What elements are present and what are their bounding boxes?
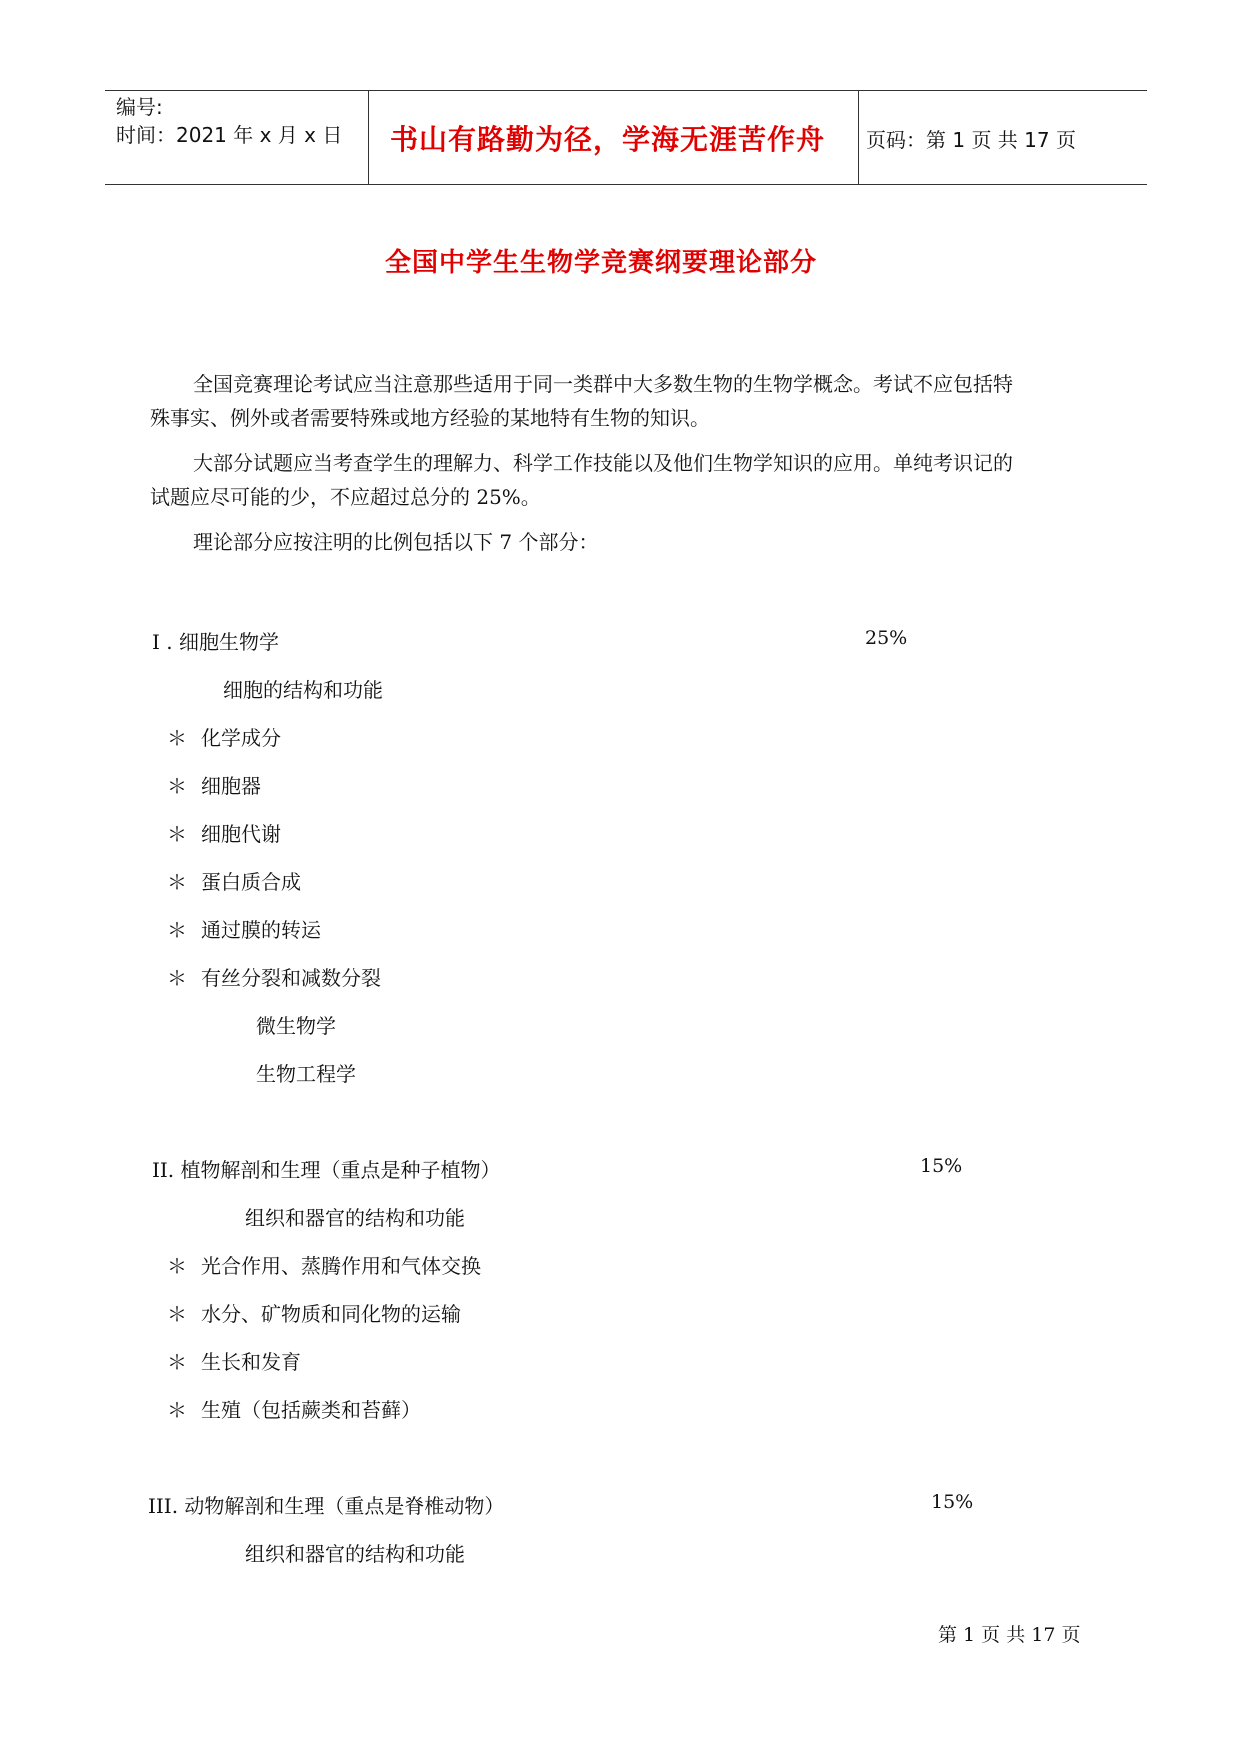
list-item: 微生物学 — [256, 1014, 336, 1038]
section-heading: III. 动物解剖和生理（重点是脊椎动物） — [148, 1494, 505, 1518]
list-item: 化学成分 — [201, 726, 281, 750]
intro-paragraph-3: 理论部分应按注明的比例包括以下 7 个部分： — [193, 530, 599, 554]
serial-label: 编号: — [116, 95, 163, 119]
bullet-icon: ＊ — [167, 774, 187, 798]
page-label: 页码：第 1 页 共 17 页 — [866, 128, 1076, 152]
section-percent: 15% — [920, 1155, 963, 1177]
section-subheading: 组织和器官的结构和功能 — [245, 1206, 465, 1230]
list-item: 细胞代谢 — [201, 822, 281, 846]
document-title: 全国中学生生物学竞赛纲要理论部分 — [385, 248, 818, 278]
section-subheading: 组织和器官的结构和功能 — [245, 1542, 465, 1566]
intro-paragraph-1-line-2: 殊事实、例外或者需要特殊或地方经验的某地特有生物的知识。 — [150, 406, 710, 430]
section-heading: II. 植物解剖和生理（重点是种子植物） — [152, 1158, 501, 1182]
intro-paragraph-1-line-1: 全国竞赛理论考试应当注意那些适用于同一类群中大多数生物的生物学概念。考试不应包括特 — [193, 372, 1013, 396]
bullet-icon: ＊ — [167, 918, 187, 942]
section-heading: I . 细胞生物学 — [152, 630, 279, 654]
section-percent: 25% — [865, 627, 908, 649]
header-divider — [368, 91, 369, 184]
list-item: 生物工程学 — [256, 1062, 356, 1086]
intro-paragraph-2-line-2: 试题应尽可能的少，不应超过总分的 25%。 — [150, 485, 541, 509]
list-item: 生殖（包括蕨类和苔藓） — [201, 1398, 421, 1422]
bullet-icon: ＊ — [167, 1350, 187, 1374]
list-item: 水分、矿物质和同化物的运输 — [201, 1302, 461, 1326]
bullet-icon: ＊ — [167, 1254, 187, 1278]
list-item: 有丝分裂和减数分裂 — [201, 966, 381, 990]
list-item: 光合作用、蒸腾作用和气体交换 — [201, 1254, 481, 1278]
bullet-icon: ＊ — [167, 1398, 187, 1422]
bullet-icon: ＊ — [167, 966, 187, 990]
list-item: 生长和发育 — [201, 1350, 301, 1374]
page-footer: 第 1 页 共 17 页 — [938, 1624, 1081, 1646]
header-motto: 书山有路勤为径，学海无涯苦作舟 — [390, 123, 826, 156]
bullet-icon: ＊ — [167, 1302, 187, 1326]
list-item: 蛋白质合成 — [201, 870, 301, 894]
intro-paragraph-2-line-1: 大部分试题应当考查学生的理解力、科学工作技能以及他们生物学知识的应用。单纯考识记的 — [193, 451, 1013, 475]
list-item: 细胞器 — [201, 774, 261, 798]
list-item: 通过膜的转运 — [201, 918, 321, 942]
time-label: 时间：2021 年 x 月 x 日 — [116, 123, 343, 147]
header-divider — [858, 91, 859, 184]
section-percent: 15% — [931, 1491, 974, 1513]
bullet-icon: ＊ — [167, 870, 187, 894]
section-subheading: 细胞的结构和功能 — [223, 678, 383, 702]
bullet-icon: ＊ — [167, 822, 187, 846]
bullet-icon: ＊ — [167, 726, 187, 750]
